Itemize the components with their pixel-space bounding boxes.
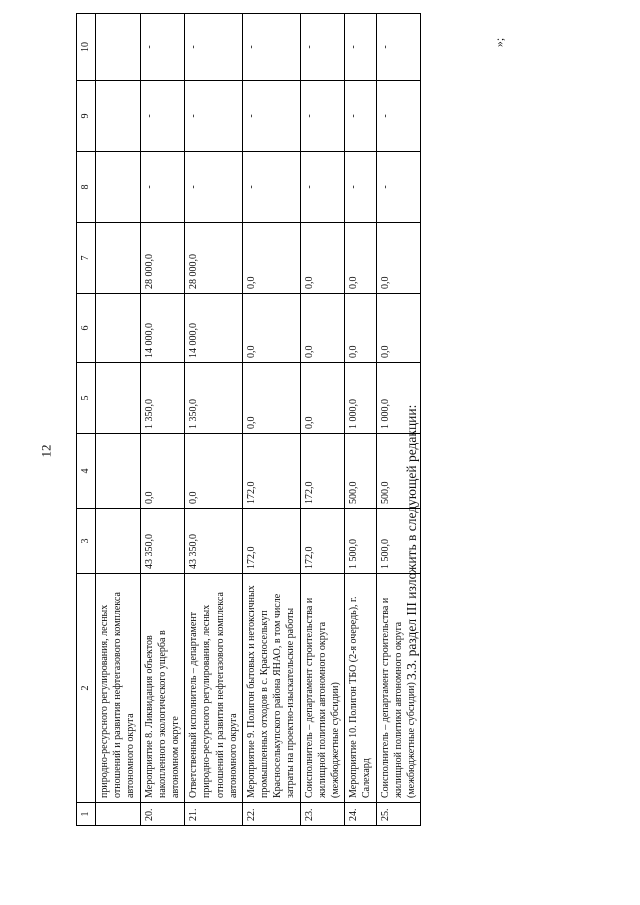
row-description: природно-ресурсного регулирования, лесных отношений и развития нефтегазового комплекса автономного округа <box>96 574 141 803</box>
cell-value: 172,0 <box>300 434 345 509</box>
cell-value: - <box>242 14 300 81</box>
table-row <box>185 14 243 826</box>
row-description: Мероприятие 8. Ликвидация объектов накопленного экологического ущерба в автономном округе <box>140 574 185 803</box>
table-row <box>242 14 300 826</box>
cell-value: - <box>185 81 243 152</box>
cell-value: 0,0 <box>345 223 376 294</box>
column-header: 8 <box>77 152 96 223</box>
cell-value: 0,0 <box>242 223 300 294</box>
row-number: 24. <box>345 803 376 826</box>
row-description: Ответственный исполнитель – департамент природно-ресурсного регулирования, лесных отношений и развития нефтегазового комплекса автономного округа <box>185 574 243 803</box>
cell-value: 0,0 <box>300 363 345 434</box>
cell-value: 0,0 <box>376 294 421 363</box>
cell-value <box>96 152 141 223</box>
cell-value: 14 000,0 <box>140 294 185 363</box>
column-header: 3 <box>77 509 96 574</box>
cell-value: 500,0 <box>376 434 421 509</box>
column-header: 1 <box>77 803 96 826</box>
cell-value: - <box>140 81 185 152</box>
table-row <box>96 14 141 826</box>
cell-value: 1 000,0 <box>376 363 421 434</box>
cell-value: 0,0 <box>242 363 300 434</box>
cell-value <box>96 294 141 363</box>
row-number: 20. <box>140 803 185 826</box>
column-header: 4 <box>77 434 96 509</box>
column-header: 6 <box>77 294 96 363</box>
cell-value: 0,0 <box>185 434 243 509</box>
column-header: 2 <box>77 574 96 803</box>
cell-value: 1 350,0 <box>185 363 243 434</box>
cell-value: 0,0 <box>300 223 345 294</box>
rotated-table-wrapper <box>76 30 486 826</box>
cell-value: - <box>300 81 345 152</box>
cell-value: - <box>140 14 185 81</box>
row-number <box>96 803 141 826</box>
cell-value: 28 000,0 <box>140 223 185 294</box>
cell-value: - <box>185 14 243 81</box>
cell-value <box>96 509 141 574</box>
row-description: Мероприятие 10. Полигон ТБО (2-я очередь), г. Салехард <box>345 574 376 803</box>
cell-value: - <box>345 152 376 223</box>
cell-value: 43 350,0 <box>140 509 185 574</box>
cell-value <box>96 14 141 81</box>
cell-value <box>96 363 141 434</box>
cell-value: 172,0 <box>300 509 345 574</box>
cell-value: - <box>242 152 300 223</box>
cell-value: - <box>376 81 421 152</box>
cell-value: 43 350,0 <box>185 509 243 574</box>
cell-value <box>96 81 141 152</box>
column-header: 5 <box>77 363 96 434</box>
table-row <box>140 14 185 826</box>
table-row <box>345 14 376 826</box>
cell-value <box>96 223 141 294</box>
row-number: 22. <box>242 803 300 826</box>
cell-value: 1 350,0 <box>140 363 185 434</box>
cell-value: 28 000,0 <box>185 223 243 294</box>
row-number: 23. <box>300 803 345 826</box>
row-number: 21. <box>185 803 243 826</box>
cell-value: - <box>376 152 421 223</box>
cell-value: 0,0 <box>300 294 345 363</box>
closing-quote-mark: »; <box>492 37 507 48</box>
row-number: 25. <box>376 803 421 826</box>
cell-value: 1 500,0 <box>376 509 421 574</box>
cell-value: 1 000,0 <box>345 363 376 434</box>
cell-value: - <box>185 152 243 223</box>
cell-value: - <box>300 152 345 223</box>
table-row <box>300 14 345 826</box>
cell-value: 0,0 <box>345 294 376 363</box>
cell-value: - <box>345 14 376 81</box>
row-description: Мероприятие 9. Полигон бытовых и нетоксичных промышленных отходов в с. Красноселькуп Красноселькупского района ЯНАО, в том числе затраты на проектно-изыскательские работы <box>242 574 300 803</box>
cell-value: - <box>140 152 185 223</box>
cell-value: 0,0 <box>376 223 421 294</box>
cell-value: 14 000,0 <box>185 294 243 363</box>
column-header: 10 <box>77 14 96 81</box>
cell-value <box>96 434 141 509</box>
cell-value: 0,0 <box>140 434 185 509</box>
table-row <box>376 14 421 826</box>
row-description: Соисполнитель – департамент строительства и жилищной политики автономного округа (межбюджетные субсидии) <box>376 574 421 803</box>
cell-value: - <box>376 14 421 81</box>
row-description: Соисполнитель – департамент строительства и жилищной политики автономного округа (межбюджетные субсидии) <box>300 574 345 803</box>
cell-value: - <box>242 81 300 152</box>
section-note: 3.3. раздел III изложить в следующей редакции: <box>404 404 419 680</box>
cell-value: 172,0 <box>242 509 300 574</box>
column-header: 9 <box>77 81 96 152</box>
budget-table <box>76 13 421 826</box>
cell-value: - <box>345 81 376 152</box>
cell-value: 172,0 <box>242 434 300 509</box>
table-header-row <box>77 14 96 826</box>
cell-value: 500,0 <box>345 434 376 509</box>
column-header: 7 <box>77 223 96 294</box>
cell-value: 0,0 <box>242 294 300 363</box>
cell-value: - <box>300 14 345 81</box>
cell-value: 1 500,0 <box>345 509 376 574</box>
page-number: 12 <box>38 444 54 458</box>
